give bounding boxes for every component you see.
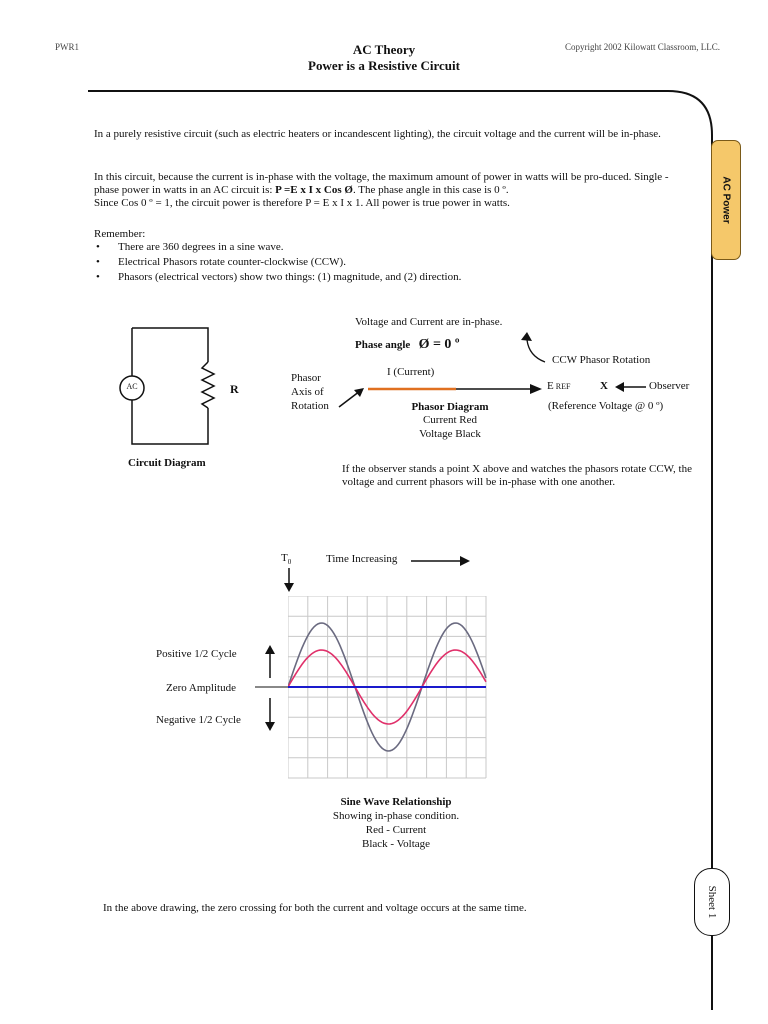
- observer-x-label: X: [600, 380, 608, 392]
- reference-voltage-label: (Reference Voltage @ 0 º): [548, 400, 664, 412]
- sheet-badge: [694, 868, 730, 936]
- t0-arrow: [282, 567, 296, 593]
- phase-angle-label: Phase angle Ø = 0 º: [355, 337, 460, 352]
- t0-label: $T_0$: [281, 552, 292, 567]
- zero-amplitude-label: Zero Amplitude: [166, 682, 236, 694]
- phase-angle-value: Ø = 0 º: [418, 337, 460, 352]
- phasor-arrow: [366, 382, 546, 396]
- ccw-label: CCW Phasor Rotation: [552, 354, 651, 366]
- circuit-caption: Circuit Diagram: [128, 457, 206, 469]
- intro-p2-text-a: In this circuit, because the current is in-phase with the voltage, the maximum amount of power in watts will be pro-duced. Single -phase power in watts in an AC circuit is:: [94, 171, 669, 196]
- eref-label: E REF: [547, 380, 571, 392]
- phasor-caption-voltage: Voltage Black: [419, 428, 481, 440]
- resistor-label: R: [230, 382, 239, 396]
- remember-heading: Remember:: [94, 228, 146, 240]
- intro-paragraph-1: In a purely resistive circuit (such as electric heaters or incandescent lighting), the circuit voltage and the current will be in-phase.: [94, 128, 661, 140]
- remember-item: • Electrical Phasors rotate counter-clockwise (CCW).: [94, 255, 694, 270]
- sine-caption-line4: Black - Voltage: [361, 838, 431, 850]
- copyright: Copyright 2002 Kilowatt Classroom, LLC.: [565, 42, 720, 52]
- page-title: AC Theory: [352, 42, 416, 57]
- axis-label-3: Rotation: [291, 400, 329, 412]
- ccw-arrow-icon: [505, 330, 555, 370]
- sine-caption-line2: Showing in-phase condition.: [332, 810, 460, 822]
- sine-caption-line3: Red - Current: [365, 824, 427, 836]
- power-formula: P =E x I x Cos Ø: [275, 184, 353, 196]
- footer-note: In the above drawing, the zero crossing for both the current and voltage occurs at the same time.: [103, 902, 527, 914]
- remember-item: • Phasors (electrical vectors) show two things: (1) magnitude, and (2) direction.: [94, 270, 694, 285]
- axis-label-1: Phasor: [291, 372, 321, 384]
- time-arrow: [410, 555, 472, 567]
- phasor-caption: Phasor Diagram: [411, 401, 489, 413]
- observer-label: Observer: [649, 380, 690, 392]
- side-tab-label: AC Power: [720, 176, 732, 224]
- intro-paragraph-2: [94, 171, 689, 210]
- resistor-symbol: [202, 362, 214, 408]
- page-subtitle: Power is a Resistive Circuit: [308, 58, 460, 73]
- sine-wave-graph: [288, 596, 488, 780]
- negative-cycle-label: Negative 1/2 Cycle: [156, 714, 241, 726]
- intro-p2-text-b: . The phase angle in this case is 0 º.: [352, 184, 509, 196]
- intro-p2-text-c: Since Cos 0 º = 1, the circuit power is therefore P = E x I x 1. All power is true power in watts.: [94, 197, 510, 209]
- inphase-text: Voltage and Current are in-phase.: [355, 316, 503, 328]
- remember-item: • There are 360 degrees in a sine wave.: [94, 240, 694, 255]
- ac-source-label: AC: [126, 382, 138, 391]
- current-phasor-label: I (Current): [387, 366, 435, 378]
- remember-list: [94, 240, 694, 285]
- side-tab: [711, 140, 741, 260]
- page-code: PWR1: [55, 42, 80, 52]
- axis-pointer-arrow: [336, 385, 366, 411]
- sine-caption: Sine Wave Relationship: [340, 796, 452, 808]
- axis-label-2: Axis of: [291, 386, 324, 398]
- positive-cycle-label: Positive 1/2 Cycle: [156, 648, 237, 660]
- observer-note: If the observer stands a point X above and watches the phasors rotate CCW, the voltage and current phasors will be in-phase with one another.: [342, 463, 692, 488]
- time-increasing-label: Time Increasing: [326, 553, 398, 565]
- phasor-caption-current: Current Red: [422, 414, 478, 426]
- observer-arrow: [614, 381, 648, 393]
- sheet-label: Sheet 1: [706, 885, 718, 919]
